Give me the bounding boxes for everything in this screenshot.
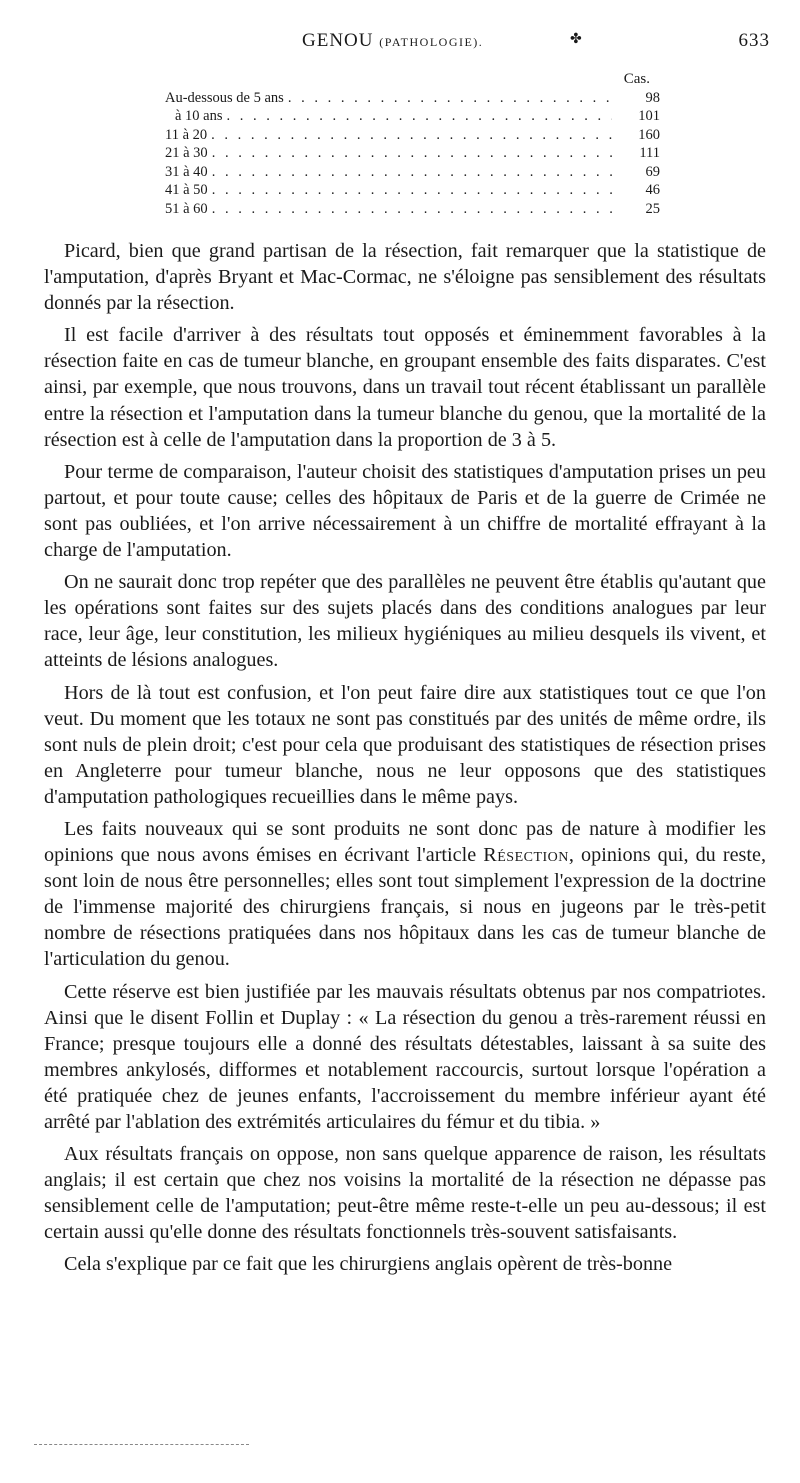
- table-row: [165, 126, 660, 145]
- leader-dots: [212, 163, 612, 182]
- paragraph-text: , opinions qui, du reste, sont loin de nous être personnelles; elles sont tout simplement l'expression de la doctrine de l'immense majorité des chirurgiens français, si nous en jugeons par le très-petit nombre de résections pratiquées dans nos hôpitaux dans les cas de tumeur blanche de l'articulation du genou.: [44, 844, 767, 971]
- paragraph: Aux résultats français on oppose, non sans quelque apparence de raison, les résultats anglais; il est certain que chez nos voisins la mortalité de la résection ne dépasse pas sensiblement celle de l'amputation; peut-être même reste-t-elle un peu au-dessous; il est certain aussi qu'elle donne des résultats fonctionnels très-souvent satisfaisants.: [44, 1143, 766, 1244]
- case-count: 98: [645, 89, 660, 106]
- paragraph: Il est facile d'arriver à des résultats tout opposés et éminemment favorables à la résection faite en cas de tumeur blanche, en groupant ensemble des faits disparates. C'est ainsi, par exemple, que nous trouvons, dans un travail tout récent établissant un parallèle entre la résection et l'amputation dans la tumeur blanche du genou, que la mortalité de la résection est à celle de l'amputation dans la proportion de 3 à 5.: [44, 324, 766, 451]
- age-range-label: 41 à 50: [165, 182, 208, 198]
- age-range-label: Au-dessous de 5 ans: [165, 89, 284, 106]
- leader-dots: [212, 144, 612, 163]
- table-row: [165, 107, 660, 126]
- body-text: [44, 238, 766, 1284]
- age-range-label: à 10 ans: [175, 108, 223, 124]
- page-title-main: GENOU: [302, 30, 374, 51]
- table-row: [165, 163, 660, 182]
- ornament-icon: ✤: [570, 32, 583, 47]
- age-range-label: 51 à 60: [165, 200, 208, 217]
- case-count: 160: [638, 126, 660, 143]
- table-row: [165, 89, 660, 108]
- case-count: 69: [645, 163, 660, 180]
- paragraph: [44, 816, 766, 973]
- paragraph: On ne saurait donc trop repéter que des parallèles ne peuvent être établis qu'autant que les opérations sont faites sur des sujets placés dans des conditions analogues par leur race, leur âge, leur constitution, les milieux hygiéniques au milieu desquels ils vivent, et atteints de lésions analogues.: [44, 571, 766, 672]
- age-range-label: 21 à 30: [165, 145, 208, 161]
- age-range-label: 11 à 20: [165, 126, 208, 143]
- table-row: [165, 181, 660, 200]
- age-statistics-table: [165, 70, 660, 218]
- leader-dots: [288, 89, 612, 108]
- age-range-label: 31 à 40: [165, 163, 208, 180]
- page-number: 633: [738, 30, 770, 51]
- paragraph: Cela s'explique par ce fait que les chirurgiens anglais opèrent de très-bonne: [64, 1253, 673, 1276]
- leader-dots: [227, 107, 612, 126]
- paragraph: Cette réserve est bien justifiée par les mauvais résultats obtenus par nos compatriotes. Ainsi que le disent Follin et Duplay : « La résection du genou a très-rarement réussi en France; presque toujours elle a donné des résultats détestables, laissant à sa suite des membres ankylosés, difformes et notablement raccourcis, surtout lorsque l'opération a été pratiquée chez de jeunes enfants, l'accroissement du membre inférieur ayant été arrêté par l'ablation des extrémités articulaires du fémur et du tibia. »: [44, 980, 766, 1133]
- footer-divider: [34, 1444, 249, 1445]
- table-row: [165, 144, 660, 163]
- case-count: 25: [645, 200, 660, 217]
- leader-dots: [212, 200, 612, 219]
- leader-dots: [211, 126, 612, 145]
- article-reference: Résection: [483, 844, 569, 867]
- case-count: 111: [639, 145, 660, 161]
- paragraph: Picard, bien que grand partisan de la résection, fait remarquer que la statistique de l'amputation, d'après Bryant et Mac-Cormac, ne s'éloigne pas sensiblement des résultats donnés par la résection.: [44, 240, 766, 315]
- paragraph-text: Les faits nouveaux qui se sont produits ne sont donc pas de nature à modifier les opinions que nous avons émises en écrivant l'article: [44, 817, 766, 867]
- case-count: 46: [645, 182, 660, 198]
- table-row: [165, 200, 660, 219]
- table-column-header: Cas.: [623, 71, 650, 87]
- paragraph: Pour terme de comparaison, l'auteur choisit des statistiques d'amputation prises un peu partout, et pour toute cause; celles des hôpitaux de Paris et de la guerre de Crimée ne sont pas oubliées, et l'on arrive nécessairement à un chiffre de mortalité effrayant à la charge de l'amputation.: [44, 460, 766, 562]
- page-title-subtitle: (PATHOLOGIE).: [379, 35, 484, 49]
- running-head: [40, 30, 770, 56]
- leader-dots: [212, 181, 612, 200]
- case-count: 101: [638, 108, 660, 124]
- page-title: [302, 30, 483, 52]
- paragraph: Hors de là tout est confusion, et l'on peut faire dire aux statistiques tout ce que l'on veut. Du moment que les totaux ne sont pas constitués par des unités de même ordre, ils sont nuls de plein droit; c'est pour cela que produisant des statistiques de résection prises en Angleterre pour tumeur blanche, nous ne leur opposons que des statistiques d'amputation pathologiques recueillies dans le même pays.: [44, 681, 766, 808]
